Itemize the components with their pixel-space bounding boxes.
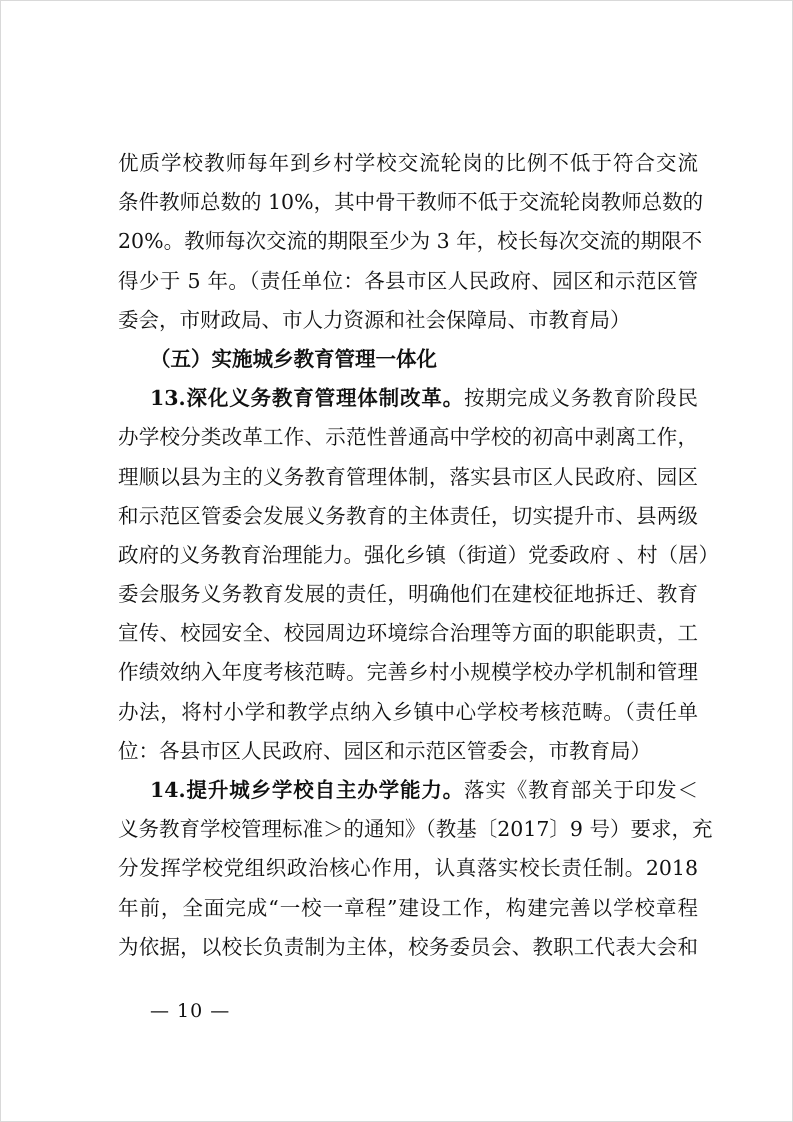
text-line: 政府的义务教育治理能力。强化乡镇（街道）党委政府 、村（居） (118, 542, 720, 567)
paragraph-teacher-rotation (118, 148, 704, 344)
text-line: 20%。教师每次交流的期限至少为 3 年，校长每次交流的期限不 (118, 229, 703, 254)
text-line: 作绩效纳入年度考核范畴。完善乡村小规模学校办学机制和管理 (118, 660, 698, 685)
item-first-line (118, 775, 698, 806)
document-body (118, 148, 720, 963)
text-line: 分发挥学校党组织政治核心作用，认真落实校长责任制。2018 (118, 856, 698, 881)
text-line: 办学校分类改革工作、示范性普通高中学校的初高中剥离工作， (118, 425, 698, 450)
text-line: 优质学校教师每年到乡村学校交流轮岗的比例不低于符合交流 (118, 151, 698, 175)
text-line: 和示范区管委会发展义务教育的主体责任，切实提升市、县两级 (118, 503, 698, 528)
text-line: 理顺以县为主的义务教育管理体制，落实县市区人民政府、园区 (118, 464, 698, 489)
paragraph-item-13 (118, 383, 720, 775)
text-line: 位：各县市区人民政府、园区和示范区管委会，市教育局） (118, 738, 651, 763)
section-heading: （五）实施城乡教育管理一体化 (150, 346, 437, 371)
item-14-first-line-text: 落实《教育部关于印发＜ (464, 778, 699, 802)
text-line: 委会，市财政局、市人力资源和社会保障局、市教育局） (118, 307, 631, 332)
text-line: 年前，全面完成“一校一章程”建设工作，构建完善以学校章程 (118, 895, 698, 920)
text-line: 义务教育学校管理标准＞的通知》（教基〔2017〕9 号）要求，充 (118, 817, 713, 842)
text-line: 委会服务义务教育发展的责任，明确他们在建校征地拆迁、教育 (118, 582, 698, 607)
text-line: 办法，将村小学和教学点纳入乡镇中心学校考核范畴。（责任单 (118, 699, 698, 724)
page-number: — 10 — (150, 1000, 231, 1022)
text-line: 得少于 5 年。（责任单位：各县市区人民政府、园区和示范区管 (118, 268, 698, 293)
item-13-title: 13.深化义务教育管理体制改革。 (150, 386, 465, 411)
text-line: 宣传、校园安全、校园周边环境综合治理等方面的职能职责，工 (118, 621, 698, 646)
item-14-title: 14.提升城乡学校自主办学能力。 (150, 778, 465, 802)
text-line: 条件教师总数的 10%，其中骨干教师不低于交流轮岗教师总数的 (118, 190, 704, 215)
item-13-first-line-text: 按期完成义务教育阶段民 (464, 386, 699, 411)
text-line: 为依据，以校长负责制为主体，校务委员会、教职工代表大会和 (118, 934, 698, 959)
item-first-line (118, 383, 698, 414)
paragraph-item-14 (118, 775, 713, 963)
